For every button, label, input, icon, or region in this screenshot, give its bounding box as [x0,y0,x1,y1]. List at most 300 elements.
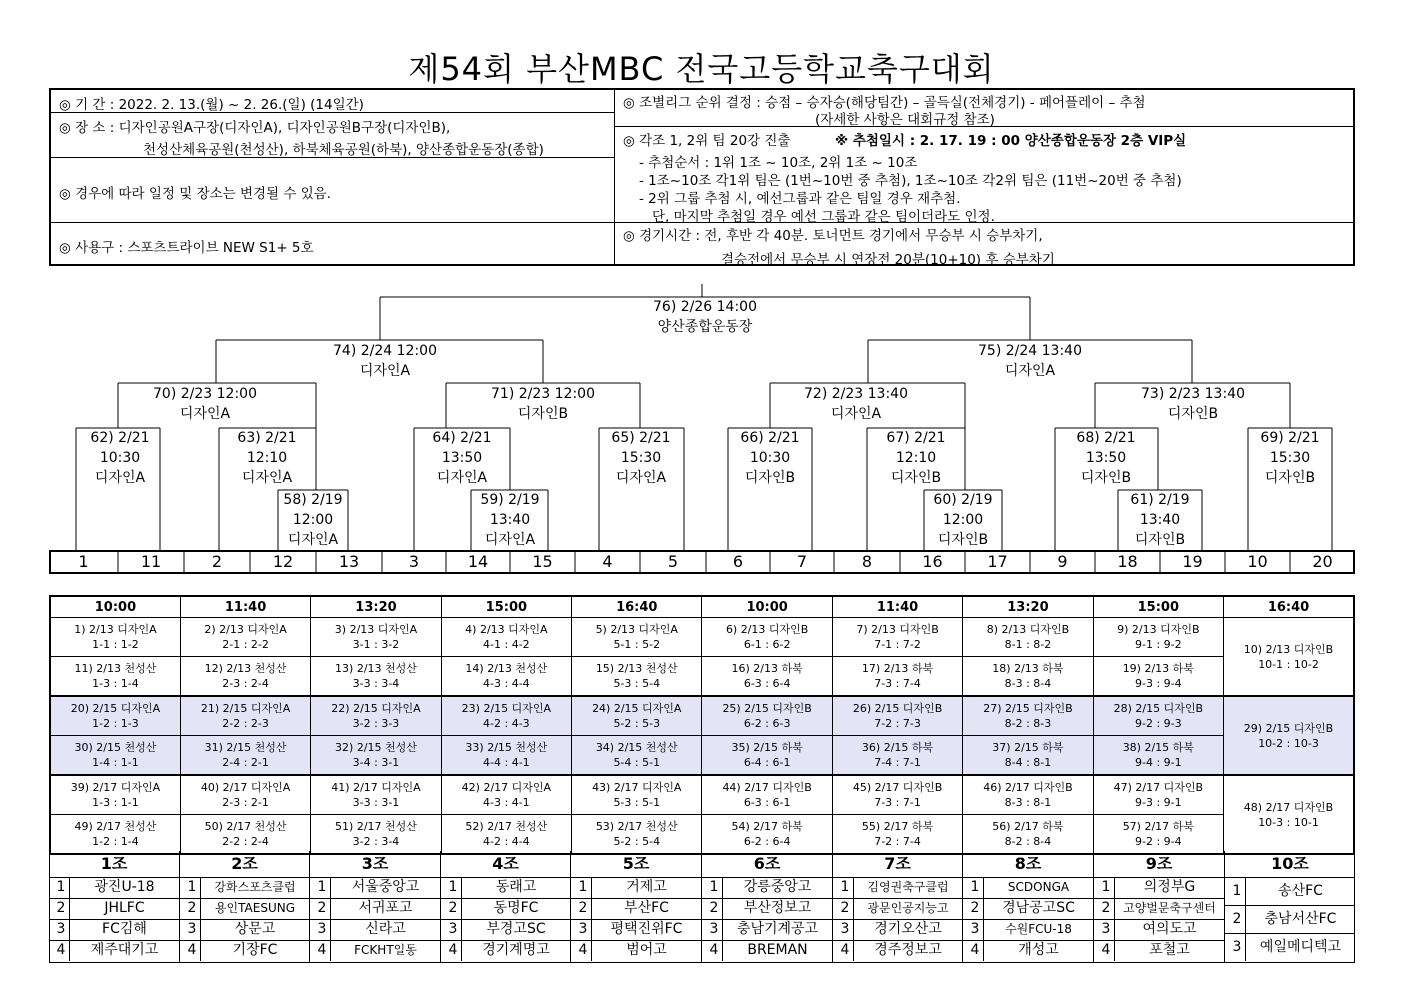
match-cell [702,696,832,736]
match-teams: 7-3 : 7-1 [874,796,921,809]
team-rank: 3 [448,921,458,937]
match-info: 7) 2/13 디자인B [856,623,939,636]
match-60-date: 60) 2/19 [933,492,993,508]
match-teams: 4-2 : 4-4 [483,835,530,848]
match-74-date: 74) 2/24 12:00 [333,343,437,359]
match-75-venue: 디자인A [1004,363,1056,379]
match-teams: 4-3 : 4-1 [483,796,530,809]
team-rank: 4 [448,942,458,958]
match-info: 24) 2/15 디자인A [592,702,682,715]
group-team-row [833,940,962,961]
match-info: 42) 2/17 디자인A [461,781,552,794]
match-teams: 6-3 : 6-1 [743,796,791,809]
match-74-venue: 디자인A [359,363,411,379]
match-info: 27) 2/15 디자인B [983,702,1073,715]
match-58-date: 58) 2/19 [283,492,343,508]
match-teams: 2-2 : 2-4 [222,835,269,848]
match-cell [963,815,1093,855]
team-name: 거제고 [591,877,701,898]
match-info: 2) 2/13 디자인A [204,623,287,636]
group-team-row [702,940,832,961]
match-teams: 8-1 : 8-2 [1004,638,1052,651]
match-teams: 8-4 : 8-1 [1004,756,1052,769]
match-66-venue: 디자인B [744,470,796,486]
match-75-date: 75) 2/24 13:40 [978,343,1082,359]
team-name: 용인TAESUNG [200,898,309,919]
match-69 [1248,428,1332,488]
team-name: 서귀포고 [330,898,440,919]
match-cell [963,618,1093,657]
team-rank: 4 [187,942,197,958]
team-rank: 3 [709,921,719,937]
seed-number: 17 [987,552,1008,571]
info-period: ◎ 기 간 : 2022. 2. 13.(월) ~ 2. 26.(일) (14일간) [59,97,364,113]
match-info: 33) 2/15 천성산 [465,741,548,754]
group-name: 4조 [441,851,570,878]
match-info: 54) 2/17 하북 [731,820,803,833]
team-rank: 4 [1101,942,1111,958]
team-name: JHLFC [69,898,179,919]
match-info: 12) 2/13 천성산 [204,662,287,675]
match-cell [50,775,180,815]
match-info: 3) 2/13 디자인A [334,623,418,636]
team-rank: 2 [187,900,197,916]
match-info: 18) 2/13 하북 [992,662,1064,675]
match-teams: 1-3 : 1-4 [92,677,139,690]
match-cell-group10 [1224,696,1354,775]
match-68 [1064,428,1148,488]
group-name: 3조 [310,851,440,878]
seed-number: 3 [408,552,420,571]
match-info: 45) 2/17 디자인B [852,781,943,794]
match-65-date: 65) 2/21 [611,430,671,446]
match-cell [441,815,571,855]
info-change-notice: ◎ 경우에 따라 일정 및 장소는 변경될 수 있음. [59,186,332,202]
match-69-date: 69) 2/21 [1260,430,1320,446]
match-teams: 9-4 : 9-1 [1135,756,1182,769]
seed-number: 13 [338,552,360,571]
group-team-row [963,940,1093,961]
group-name: 6조 [702,851,832,878]
match-73-date: 73) 2/23 13:40 [1141,386,1245,402]
match-teams: 4-3 : 4-4 [483,677,530,690]
match-teams: 8-2 : 8-4 [1004,835,1052,848]
match-cell [572,657,702,697]
match-teams: 8-2 : 8-3 [1004,717,1052,730]
match-60 [924,490,1002,550]
match-teams: 3-4 : 3-1 [352,756,400,769]
group-team-row [49,919,179,941]
team-rank: 2 [317,900,327,916]
group-name: 5조 [571,851,701,878]
group-column [49,851,180,963]
match-info: 49) 2/17 천성산 [74,820,157,833]
group-team-row [963,898,1093,920]
match-68-venue: 디자인B [1080,470,1132,486]
match-72 [771,384,941,424]
team-name: 개성고 [983,940,1093,961]
seed-number: 15 [532,552,553,571]
match-teams: 10-1 : 10-2 [1258,657,1319,671]
match-info: 56) 2/17 하북 [992,820,1064,833]
seed-number: 16 [922,552,943,571]
match-info: 8) 2/13 디자인B [986,623,1070,636]
match-info: 38) 2/15 하북 [1122,741,1194,754]
team-name: 신라고 [330,919,440,940]
team-name: 범어고 [591,940,701,961]
match-58-venue: 디자인A [287,532,339,548]
group-column [833,851,963,963]
match-cell [180,657,310,697]
match-info: 29) 2/15 디자인B [1243,721,1334,735]
team-name: 부경고SC [461,919,570,940]
match-cell [180,775,310,815]
team-rank: 1 [56,879,66,895]
team-rank: 1 [448,879,458,895]
match-teams: 5-1 : 5-2 [613,638,661,651]
match-info: 39) 2/17 디자인A [70,781,161,794]
match-cell [441,618,571,657]
info-advance: ◎ 각조 1, 2위 팀 20강 진출 [623,133,791,149]
match-cell [832,696,962,736]
match-info: 16) 2/13 하북 [731,662,803,675]
info-time-2: 결승전에서 무승부 시 연장전 20분(10+10) 후 승부차기 [721,252,1055,268]
match-67-time: 12:10 [895,450,937,466]
match-cell [50,696,180,736]
group-team-row [310,877,440,899]
group-team-row [963,877,1093,899]
match-info: 17) 2/13 하북 [861,662,934,675]
match-cell [1093,815,1223,855]
team-name: 김영권축구클럽 [853,877,962,898]
group-table [49,851,1355,963]
team-name: 제주대기고 [69,940,179,961]
schedule-table [49,595,1355,855]
match-61-date: 61) 2/19 [1130,492,1190,508]
group-team-row [1225,933,1355,961]
group-team-row [441,940,570,961]
match-cell [441,696,571,736]
seed-number: 12 [272,552,294,571]
seed-number: 20 [1312,552,1333,571]
match-info: 10) 2/13 디자인B [1243,642,1334,656]
match-teams: 5-2 : 5-4 [613,835,661,848]
time-header: 13:20 [311,596,441,618]
team-rank: 4 [56,942,66,958]
group-team-row [963,919,1093,941]
team-name: FC김해 [69,919,179,940]
info-draw-time: ※ 추첨일시 : 2. 17. 19 : 00 양산종합운동장 2층 VIP실 [835,133,1187,149]
match-cell [180,696,310,736]
match-info: 20) 2/15 디자인A [70,702,161,715]
match-cell [572,736,702,776]
team-name: 기장FC [200,940,309,961]
match-teams: 10-2 : 10-3 [1258,736,1319,750]
match-cell [832,736,962,776]
info-draw-1: - 추첨순서 : 1위 1조 ~ 10조, 2위 1조 ~ 10조 [639,155,918,171]
group-name: 9조 [1094,851,1224,878]
team-rank: 3 [187,921,197,937]
match-teams: 4-2 : 4-3 [483,717,530,730]
match-teams: 7-1 : 7-2 [874,638,921,651]
group-team-row [310,940,440,961]
group-team-row [571,919,701,941]
match-info: 25) 2/15 디자인B [722,702,812,715]
match-info: 1) 2/13 디자인A [74,623,157,636]
team-rank: 2 [840,900,850,916]
match-teams: 2-3 : 2-1 [222,796,269,809]
team-name: SCDONGA [983,877,1093,898]
match-info: 48) 2/17 디자인B [1243,800,1334,814]
match-cell [311,618,441,657]
info-rank-note: (자세한 사항은 대회규정 참조) [815,112,995,128]
divider [51,222,614,223]
match-cell [50,657,180,697]
team-rank: 1 [578,879,588,895]
match-cell [572,775,702,815]
match-cell [311,696,441,736]
match-69-time: 15:30 [1269,450,1311,466]
info-venue-2: 천성산체육공원(천성산), 하북체육공원(하북), 양산종합운동장(종합) [143,142,544,158]
match-info: 23) 2/15 디자인A [461,702,552,715]
seed-number: 4 [602,552,613,571]
team-name: 의정부G [1114,877,1224,898]
match-info: 14) 2/13 천성산 [465,662,548,675]
match-info: 21) 2/15 디자인A [200,702,291,715]
team-rank: 2 [448,900,458,916]
match-info: 15) 2/13 천성산 [595,662,678,675]
team-name: 상문고 [200,919,309,940]
match-cell [180,618,310,657]
team-rank: 2 [578,900,588,916]
seed-number: 11 [140,552,162,571]
team-name: FCKHT일동 [330,940,440,961]
match-info: 30) 2/15 천성산 [74,741,157,754]
team-name: 경기계명고 [461,940,570,961]
match-cell-group10 [1224,775,1354,854]
team-rank: 1 [970,879,980,895]
seed-number: 18 [1117,552,1138,571]
match-72-date: 72) 2/23 13:40 [804,386,908,402]
match-60-venue: 디자인B [937,532,989,548]
group-name: 10조 [1225,851,1355,878]
team-name: 여의도고 [1114,919,1224,940]
match-71-venue: 디자인B [517,406,569,422]
match-59-time: 13:40 [489,512,531,528]
match-info: 11) 2/13 천성산 [74,662,157,675]
team-rank: 1 [187,879,197,895]
group-team-row [1094,919,1224,941]
group-team-row [1225,877,1355,906]
match-cell [1093,618,1223,657]
match-cell [1093,775,1223,815]
match-cell [572,815,702,855]
group-team-row [180,877,309,899]
match-63-venue: 디자인A [241,470,293,486]
match-cell [572,696,702,736]
match-cell [50,618,180,657]
group-team-row [571,940,701,961]
match-teams: 9-2 : 9-4 [1135,835,1182,848]
team-rank: 3 [578,921,588,937]
match-teams: 1-2 : 1-3 [92,717,139,730]
team-name: 부산정보고 [722,898,832,919]
match-73-venue: 디자인B [1167,406,1219,422]
info-divider [614,90,615,264]
seed-number: 2 [211,552,223,571]
match-67 [874,428,958,488]
info-rank-rule: ◎ 조별리그 순위 결정 : 승점 – 승자승(해당팀간) – 골득실(전체경기) - 페어플레이 – 추첨 [623,95,1146,111]
team-rank: 4 [709,942,719,958]
team-name: 충남서산FC [1245,905,1355,933]
team-rank: 1 [1232,883,1242,899]
group-team-row [441,919,570,941]
group-team-row [833,898,962,920]
match-teams: 5-4 : 5-1 [613,756,661,769]
match-70-venue: 디자인A [179,406,231,422]
match-teams: 5-3 : 5-4 [613,677,661,690]
team-rank: 4 [317,942,327,958]
group-name: 8조 [963,851,1093,878]
group-team-row [49,898,179,920]
team-name: 광문인공지능고 [853,898,962,919]
team-name: 경남공고SC [983,898,1093,919]
info-venue-1: ◎ 장 소 : 디자인공원A구장(디자인A), 디자인공원B구장(디자인B), [59,120,451,136]
team-rank: 3 [1232,939,1242,955]
match-59-venue: 디자인A [484,532,536,548]
match-71 [458,384,628,424]
group-column [180,851,310,963]
match-info: 35) 2/15 하북 [731,741,803,754]
match-info: 44) 2/17 디자인B [722,781,812,794]
time-header: 10:00 [50,596,180,618]
match-60-time: 12:00 [942,512,984,528]
match-cell [963,736,1093,776]
match-66-time: 10:30 [749,450,791,466]
team-rank: 2 [1232,911,1242,927]
group-name: 1조 [49,851,179,878]
match-teams: 7-2 : 7-4 [874,835,921,848]
group-team-row [833,919,962,941]
match-cell [50,736,180,776]
group-column [1094,851,1225,963]
seed-number: 14 [467,552,489,571]
match-teams: 9-2 : 9-3 [1135,717,1182,730]
match-info: 52) 2/17 천성산 [465,820,548,833]
match-cell [180,736,310,776]
match-cell [180,815,310,855]
team-name: 서울중앙고 [330,877,440,898]
match-teams: 9-3 : 9-4 [1135,677,1182,690]
match-62-date: 62) 2/21 [90,430,150,446]
team-name: BREMAN [722,940,832,961]
time-header: 13:20 [963,596,1093,618]
match-70 [120,384,290,424]
match-teams: 6-3 : 6-4 [743,677,791,690]
match-cell [311,815,441,855]
team-rank: 1 [1101,879,1111,895]
group-team-row [702,919,832,941]
group-team-row [1094,940,1224,961]
match-teams: 6-2 : 6-4 [743,835,791,848]
match-64 [420,428,504,488]
group-team-row [310,898,440,920]
match-67-venue: 디자인B [890,470,942,486]
match-72-venue: 디자인A [830,406,882,422]
group-team-row [310,919,440,941]
team-name: 포철고 [1114,940,1224,961]
team-name: 고양벌문축구센터 [1114,898,1224,919]
match-cell [1093,736,1223,776]
match-teams: 7-3 : 7-4 [874,677,921,690]
match-teams: 9-1 : 9-2 [1135,638,1182,651]
match-teams: 1-1 : 1-2 [92,638,139,651]
match-info: 36) 2/15 하북 [861,741,934,754]
match-cell [702,815,832,855]
group-team-row [49,877,179,899]
seed-number: 7 [796,552,808,571]
group-team-row [571,898,701,920]
match-teams: 6-1 : 6-2 [743,638,791,651]
team-rank: 4 [970,942,980,958]
match-teams: 3-3 : 3-4 [352,677,400,690]
match-info: 26) 2/15 디자인B [852,702,943,715]
match-cell [832,618,962,657]
team-name: 동명FC [461,898,570,919]
group-team-row [833,877,962,899]
match-teams: 9-3 : 9-1 [1135,796,1182,809]
match-teams: 3-2 : 3-3 [352,717,400,730]
group-name: 7조 [833,851,962,878]
team-rank: 1 [709,879,719,895]
match-cell [702,657,832,697]
match-cell [441,657,571,697]
match-76-date: 76) 2/26 14:00 [653,299,757,315]
time-header: 15:00 [1093,596,1223,618]
team-rank: 1 [317,879,327,895]
group-team-row [702,898,832,920]
match-teams: 6-2 : 6-3 [743,717,791,730]
match-cell [963,775,1093,815]
match-66 [728,428,812,488]
info-ball: ◎ 사용구 : 스포츠트라이브 NEW S1+ 5호 [59,240,314,256]
match-70-date: 70) 2/23 12:00 [153,386,257,402]
team-rank: 3 [840,921,850,937]
team-name: 예일메디텍고 [1245,933,1355,961]
match-teams: 6-4 : 6-1 [743,756,791,769]
match-teams: 1-2 : 1-4 [92,835,139,848]
match-65-venue: 디자인A [615,470,667,486]
match-info: 53) 2/17 천성산 [595,820,678,833]
team-rank: 3 [56,921,66,937]
group-team-row [1094,877,1224,899]
match-63 [225,428,309,488]
group-name: 2조 [180,851,309,878]
match-teams: 2-4 : 2-1 [222,756,269,769]
group-team-row [702,877,832,899]
match-61 [1120,490,1200,550]
match-info: 6) 2/13 디자인B [725,623,809,636]
team-name: 부산FC [591,898,701,919]
match-cell [1093,657,1223,697]
match-info: 13) 2/13 천성산 [335,662,417,675]
match-cell [702,736,832,776]
info-draw-2: - 1조~10조 각1위 팀은 (1번~10번 중 추첨), 1조~10조 각2위 팀은 (11번~20번 중 추첨) [639,173,1182,189]
time-header: 16:40 [572,596,702,618]
match-info: 19) 2/13 하북 [1122,662,1194,675]
match-58 [276,490,350,550]
match-teams: 10-3 : 10-1 [1258,815,1319,829]
